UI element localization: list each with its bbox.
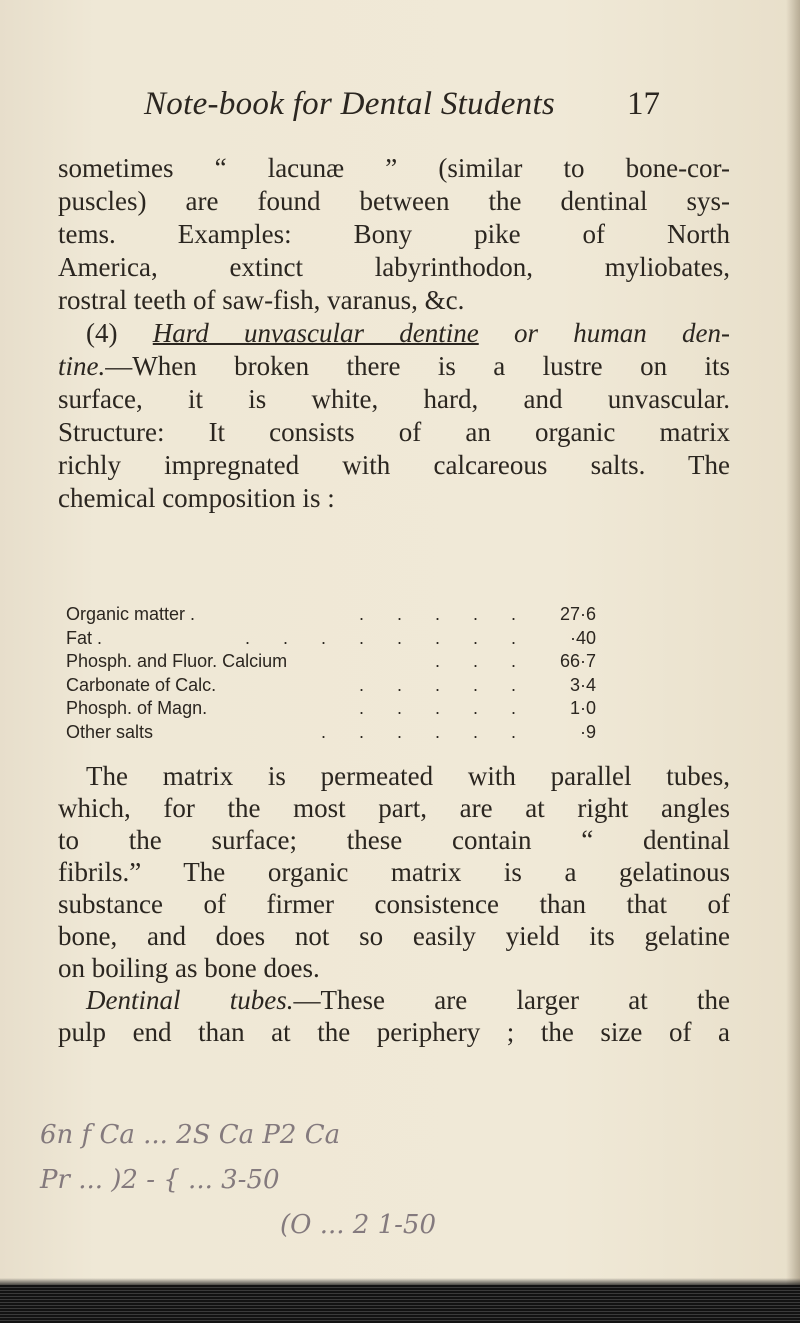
- composition-value: ·40: [569, 627, 596, 648]
- text-span: —When broken there is a lustre on its: [105, 351, 730, 381]
- running-title: Note-book for Dental Students: [144, 86, 556, 122]
- composition-row: [66, 627, 596, 651]
- text-line: rostral teeth of saw-fish, varanus, &c.: [58, 285, 465, 315]
- text-line: on boiling as bone does.: [58, 953, 320, 983]
- composition-leader: . . .: [434, 651, 530, 671]
- text-line: puscles) are found between the dentinal sys-: [58, 186, 730, 216]
- text-line: [58, 984, 730, 1016]
- text-span: —These are larger at the: [293, 985, 730, 1015]
- text-line: tems. Examples: Bony pike of North: [58, 219, 730, 249]
- text-line: America, extinct labyrinthodon, myliobates,: [58, 252, 730, 282]
- body-text-lower: [58, 760, 730, 1048]
- composition-label: Fat .: [66, 627, 103, 648]
- page-number: 17: [627, 86, 660, 122]
- text-line: fibrils.” The organic matrix is a gelatinous: [58, 857, 730, 887]
- composition-value: 3·4: [569, 674, 596, 695]
- text-line: substance of firmer consistence than that of: [58, 889, 730, 919]
- section-heading-or: or: [478, 318, 574, 348]
- handwritten-note: [40, 1110, 790, 1280]
- text-line: richly impregnated with calcareous salts. The: [58, 450, 730, 480]
- composition-leader: . . . . .: [358, 698, 530, 718]
- composition-leader: . . . . . .: [320, 721, 530, 742]
- composition-label: Other salts: [66, 721, 154, 742]
- text-line: pulp end than at the periphery ; the size of a: [58, 1017, 730, 1047]
- composition-value: 1·0: [569, 698, 596, 718]
- text-line: sometimes “ lacunæ ” (similar to bone-cor-: [58, 153, 730, 183]
- text-line: to the surface; these contain “ dentinal: [58, 825, 730, 855]
- text-line: Structure: It consists of an organic matrix: [58, 417, 730, 447]
- section-heading: Hard unvascular dentine: [152, 318, 479, 348]
- composition-leader: . . . . . . . .: [244, 627, 530, 648]
- composition-row: [66, 603, 596, 627]
- composition-value: 66·7: [559, 651, 596, 671]
- text-line: [58, 350, 730, 383]
- body-text-upper: [58, 152, 730, 515]
- composition-leader: . . . . .: [358, 604, 530, 624]
- subsection-heading: Dentinal tubes.: [86, 985, 294, 1015]
- section-heading-line: [58, 317, 730, 350]
- text-line: bone, and does not so easily yield its gelatine: [58, 921, 730, 951]
- composition-label: Phosph. and Fluor. Calcium: [66, 651, 288, 671]
- composition-row: [66, 650, 596, 674]
- text-line: chemical composition is :: [58, 483, 335, 513]
- scan-bottom-edge: [0, 1285, 800, 1323]
- handwritten-line: 6n f Ca ... 2S Ca P2 Ca: [40, 1120, 341, 1150]
- composition-row: [66, 697, 596, 721]
- section-heading-tail: human den-: [573, 318, 730, 348]
- composition-label: Phosph. of Magn.: [66, 698, 208, 718]
- composition-label: Organic matter .: [66, 604, 196, 624]
- composition-value: 27·6: [559, 604, 596, 624]
- handwritten-line: (O ... 2 1-50: [280, 1210, 436, 1240]
- text-line: The matrix is permeated with parallel tubes,: [86, 761, 730, 791]
- composition-leader: . . . . .: [358, 674, 530, 695]
- composition-label: Carbonate of Calc.: [66, 674, 217, 695]
- text-line: surface, it is white, hard, and unvascular.: [58, 384, 730, 414]
- composition-table: [66, 603, 596, 744]
- running-head: [120, 86, 660, 126]
- handwritten-line: Pr ... )2 - { ... 3-50: [40, 1165, 280, 1195]
- section-number: (4): [86, 318, 118, 348]
- composition-row: [66, 674, 596, 698]
- text-line: which, for the most part, are at right angles: [58, 793, 730, 823]
- composition-row: [66, 721, 596, 745]
- section-heading-end: tine.: [58, 351, 106, 381]
- composition-value: ·9: [579, 721, 596, 742]
